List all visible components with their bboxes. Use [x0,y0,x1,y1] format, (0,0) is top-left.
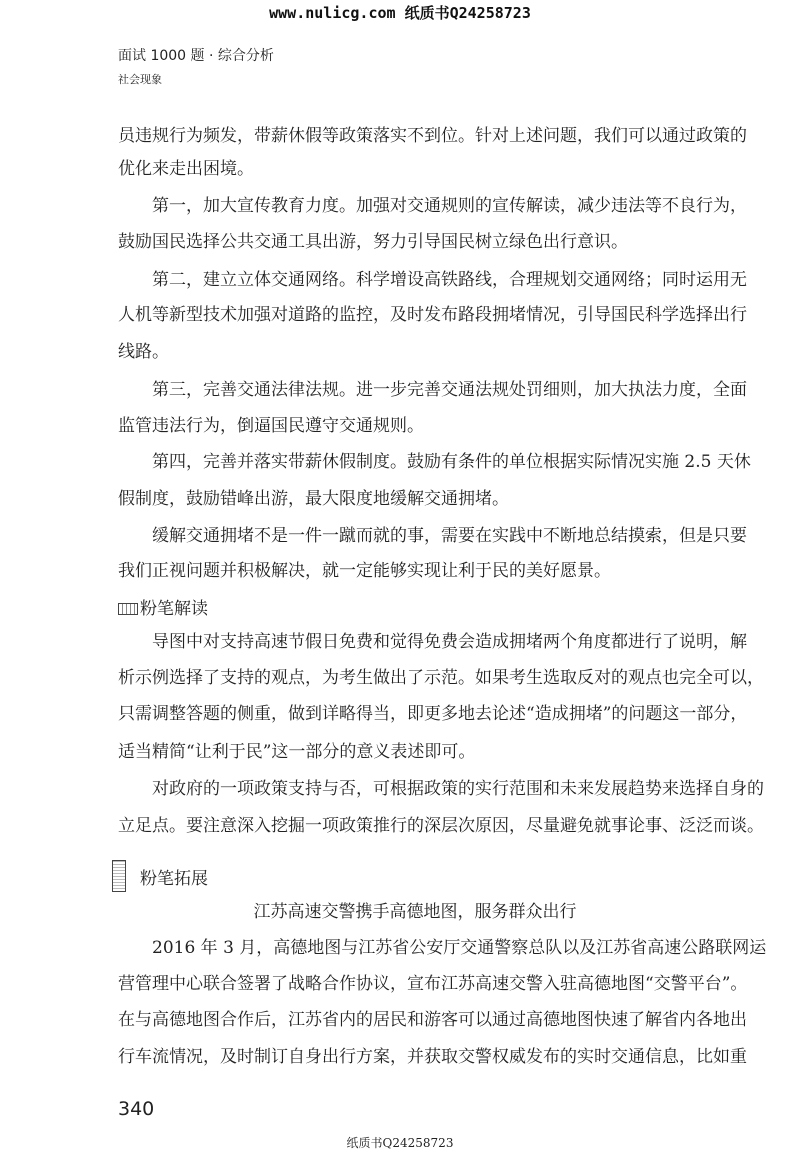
body-line: 第二，建立立体交通网络。科学增设高铁路线，合理规划交通网络；同时运用无 [152,270,747,290]
body-line: 我们正视问题并积极解决，就一定能够实现让利于民的美好愿景。 [118,561,611,581]
interpretation-line: 只需调整答题的侧重，做到详略得当，即更多地去论述“造成拥堵”的问题这一部分， [118,704,748,724]
interpretation-heading: 粉笔解读 [140,599,208,619]
watermark-bottom: 纸质书Q24258723 [346,1136,454,1150]
body-line: 监管违法行为，倒逼国民遵守交通规则。 [118,416,424,436]
book-title: 面试 1000 题 · 综合分析 [118,48,274,64]
body-line: 第三，完善交通法律法规。进一步完善交通法规处罚细则，加大执法力度，全面 [152,380,747,400]
body-line: 人机等新型技术加强对道路的监控，及时发布路段拥堵情况，引导国民科学选择出行 [118,305,747,325]
extension-icon [112,860,126,892]
interpretation-line: 析示例选择了支持的观点，为考生做出了示范。如果考生选取反对的观点也完全可以， [118,668,764,688]
watermark-top: www.nulicg.com 纸质书Q24258723 [269,4,531,22]
body-line: 第四，完善并落实带薪休假制度。鼓励有条件的单位根据实际情况实施 2.5 天休 [152,452,751,472]
body-line: 线路。 [118,342,169,362]
extension-heading: 粉笔拓展 [140,869,208,889]
section-label: 社会现象 [118,73,162,86]
body-line: 优化来走出困境。 [118,159,254,179]
page-number: 340 [118,1098,155,1120]
body-line: 缓解交通拥堵不是一件一蹴而就的事，需要在实践中不断地总结摸索，但是只要 [152,526,747,546]
extension-title: 江苏高速交警携手高德地图，服务群众出行 [253,902,577,922]
interpretation-line: 导图中对支持高速节假日免费和觉得免费会造成拥堵两个角度都进行了说明，解 [152,632,747,652]
extension-line: 在与高德地图合作后，江苏省内的居民和游客可以通过高德地图快速了解省内各地出 [118,1010,747,1030]
body-line: 员违规行为频发，带薪休假等政策落实不到位。针对上述问题，我们可以通过政策的 [118,126,747,146]
body-line: 假制度，鼓励错峰出游，最大限度地缓解交通拥堵。 [118,489,509,509]
interpretation-line: 适当精简“让利于民”这一部分的意义表述即可。 [118,742,476,762]
extension-line: 行车流情况，及时制订自身出行方案，并获取交警权威发布的实时交通信息，比如重 [118,1047,747,1067]
extension-line: 2016 年 3 月，高德地图与江苏省公安厅交通警察总队以及江苏省高速公路联网运 [152,938,767,958]
interpretation-icon [118,603,138,615]
body-line: 鼓励国民选择公共交通工具出游，努力引导国民树立绿色出行意识。 [118,232,628,252]
interpretation-line: 对政府的一项政策支持与否，可根据政策的实行范围和未来发展趋势来选择自身的 [152,779,764,799]
interpretation-line: 立足点。要注意深入挖掘一项政策推行的深层次原因，尽量避免就事论事、泛泛而谈。 [118,816,764,836]
extension-line: 营管理中心联合签署了战略合作协议，宣布江苏高速交警入驻高德地图“交警平台”。 [118,974,748,994]
body-line: 第一，加大宣传教育力度。加强对交通规则的宣传解读，减少违法等不良行为， [152,196,747,216]
